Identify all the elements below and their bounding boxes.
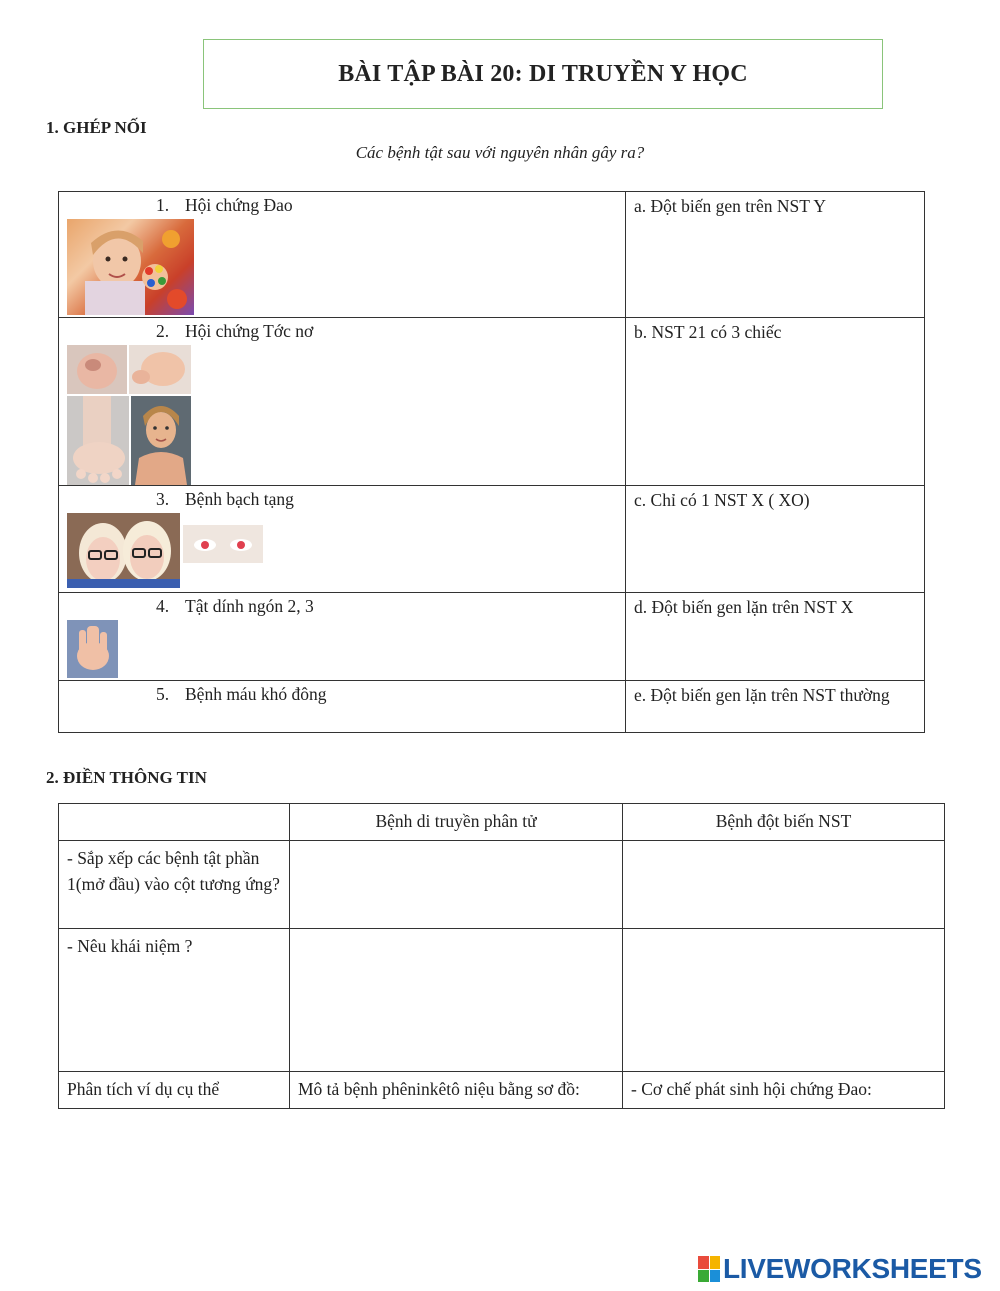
row-label-cell: Phân tích ví dụ cụ thể (59, 1072, 290, 1109)
item-cell (59, 593, 626, 681)
row-label-cell: - Sắp xếp các bệnh tật phần 1(mở đầu) vào cột tương ứng? (59, 841, 290, 929)
item-number: 5. (156, 684, 170, 704)
syndactyly-hand-photo (67, 620, 118, 678)
answer-cell (626, 681, 925, 733)
prompt-cell: - Cơ chế phát sinh hội chứng Đao: (623, 1072, 945, 1109)
section1-heading: 1. GHÉP NỐI (46, 118, 147, 137)
answer-cell (626, 192, 925, 318)
table-row (59, 318, 925, 486)
item-cell (59, 192, 626, 318)
item-label: Bệnh bạch tạng (185, 489, 294, 509)
item-label: Tật dính ngón 2, 3 (185, 596, 314, 616)
item-cell (59, 318, 626, 486)
table-row (59, 681, 925, 733)
liveworksheets-logo (698, 1253, 982, 1285)
item-number: 1. (156, 195, 170, 215)
prompt-cell: Mô tả bệnh phêninkêtô niệu bằng sơ đồ: (290, 1072, 623, 1109)
albinism-children-photo (67, 513, 180, 588)
answer-cell (626, 486, 925, 593)
turner-hand-photo (129, 345, 191, 394)
answer-cell (626, 318, 925, 486)
item-number: 2. (156, 321, 170, 341)
turner-child-photo (131, 396, 191, 485)
answer-text: e. Đột biến gen lặn trên NST thường (634, 685, 890, 705)
info-table (58, 803, 945, 1109)
table-row (59, 841, 945, 929)
item-number: 4. (156, 596, 170, 616)
table-row (59, 593, 925, 681)
page-title: BÀI TẬP BÀI 20: DI TRUYỀN Y HỌC (338, 60, 748, 87)
table-row (59, 929, 945, 1072)
answer-input-cell[interactable] (290, 841, 623, 929)
header-cell: Bệnh di truyền phân tử (290, 804, 623, 841)
logo-icon (698, 1256, 720, 1282)
turner-foot-photo (67, 396, 129, 485)
item-label: Hội chứng Tớc nơ (185, 321, 314, 341)
answer-text: b. NST 21 có 3 chiếc (634, 322, 782, 342)
item-cell (59, 681, 626, 733)
albinism-eyes-photo (183, 525, 263, 563)
row-label-cell: - Nêu khái niệm ? (59, 929, 290, 1072)
answer-cell (626, 593, 925, 681)
table-row (59, 192, 925, 318)
table-row (59, 486, 925, 593)
table-row (59, 804, 945, 841)
header-cell (59, 804, 290, 841)
answer-text: a. Đột biến gen trên NST Y (634, 196, 826, 216)
item-label: Hội chứng Đao (185, 195, 293, 215)
answer-text: d. Đột biến gen lặn trên NST X (634, 597, 854, 617)
table-row (59, 1072, 945, 1109)
turner-neck-photo (67, 345, 127, 394)
section2-heading: 2. ĐIỀN THÔNG TIN (46, 768, 207, 787)
header-cell: Bệnh đột biến NST (623, 804, 945, 841)
section1-subtitle: Các bệnh tật sau với nguyên nhân gây ra? (355, 143, 645, 162)
down-syndrome-photo (67, 219, 194, 315)
answer-input-cell[interactable] (290, 929, 623, 1072)
item-number: 3. (156, 489, 170, 509)
matching-table (58, 191, 925, 733)
title-box (203, 39, 883, 109)
answer-input-cell[interactable] (623, 929, 945, 1072)
item-cell (59, 486, 626, 593)
item-label: Bệnh máu khó đông (185, 684, 327, 704)
logo-text: LIVEWORKSHEETS (723, 1253, 982, 1284)
answer-text: c. Chỉ có 1 NST X ( XO) (634, 490, 810, 510)
answer-input-cell[interactable] (623, 841, 945, 929)
